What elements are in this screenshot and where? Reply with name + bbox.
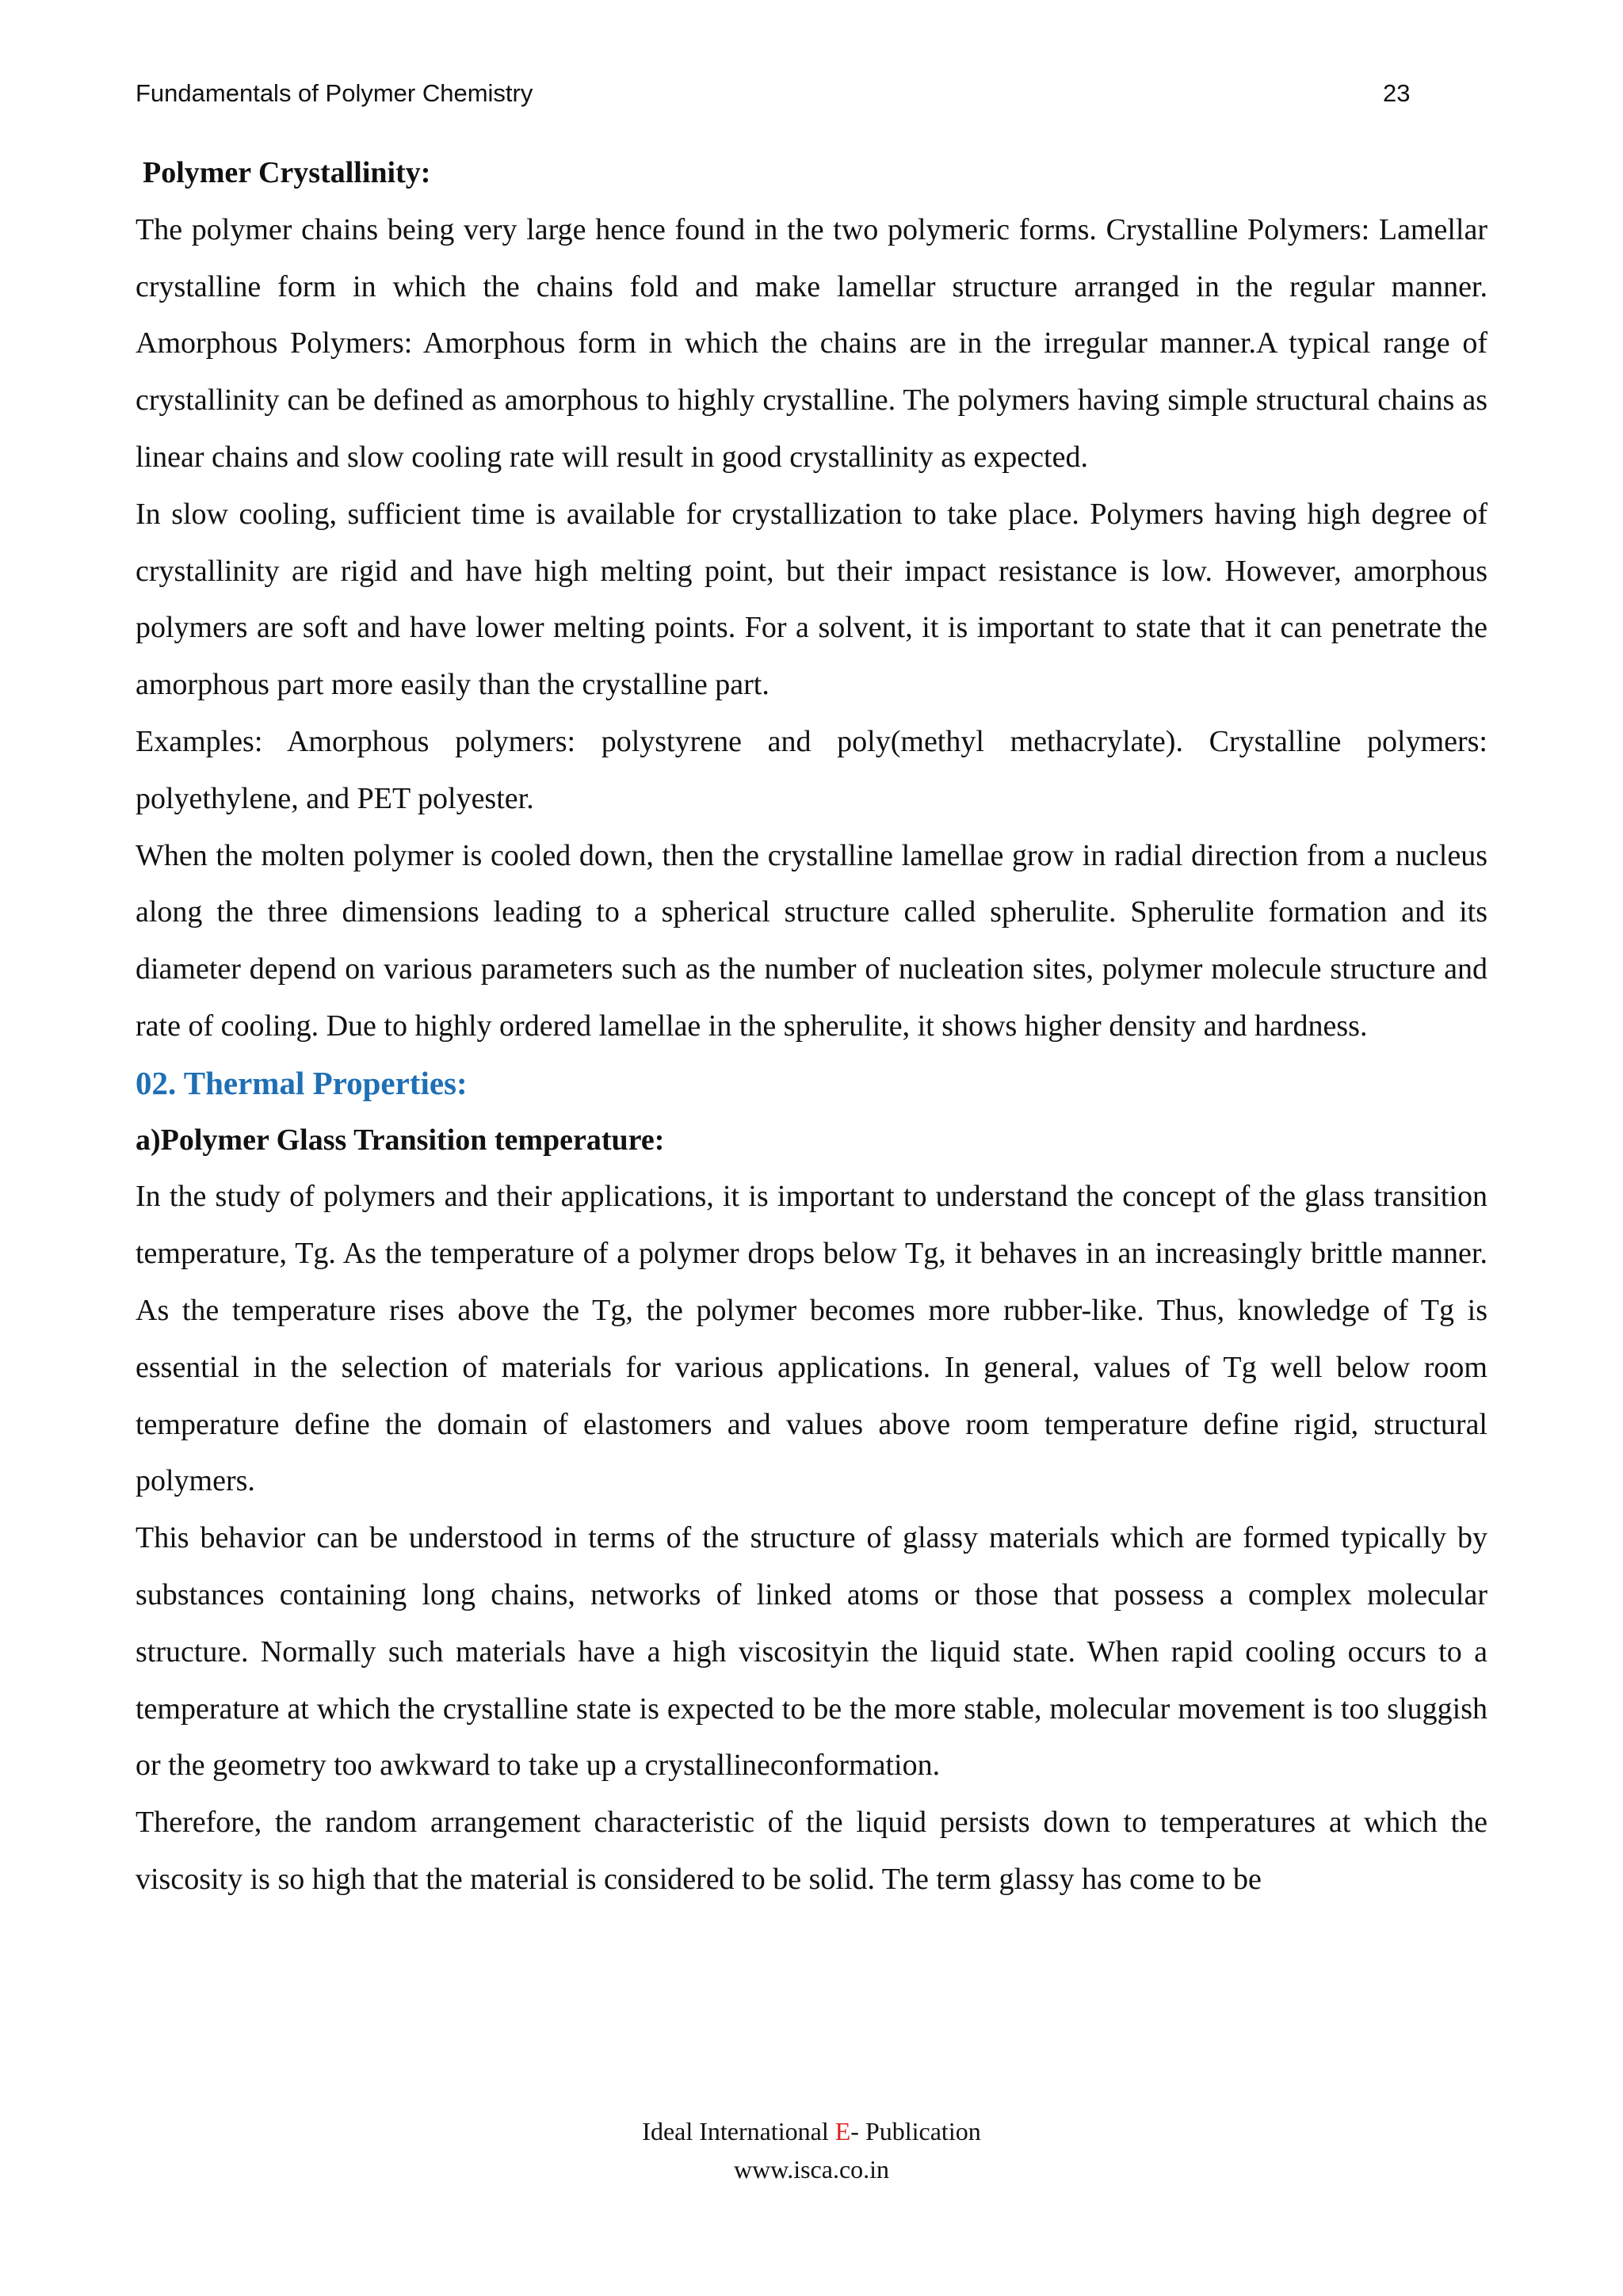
publisher-suffix: - Publication	[850, 2117, 981, 2145]
page-body	[136, 145, 1487, 1909]
paragraph: Examples: Amorphous polymers: polystyrene and poly(methyl methacrylate). Crystalline polymers: polyethylene, and PET polyester.	[136, 724, 1487, 815]
page-footer	[0, 2112, 1623, 2188]
section-heading-crystallinity: Polymer Crystallinity:	[143, 156, 431, 189]
book-title: Fundamentals of Polymer Chemistry	[136, 79, 533, 107]
paragraph: This behavior can be understood in terms of the structure of glassy materials which are formed typically by substances containing long chains, networks of linked atoms or those that possess a complex molecular structure. Normally such materials have a high viscosityin the liquid state. When rapid cooling occurs to a temperature at which the crystalline state is expected to be the more stable, molecular movement is too sluggish or the geometry too awkward to take up a crystallineconformation.	[136, 1521, 1487, 1783]
paragraph: When the molten polymer is cooled down, then the crystalline lamellae grow in radial direction from a nucleus along the three dimensions leading to a spherical structure called spherulite. Spherulite formation and its diameter depend on various parameters such as the number of nucleation sites, polymer molecule structure and rate of cooling. Due to highly ordered lamellae in the spherulite, it shows higher density and hardness.	[136, 838, 1487, 1043]
publisher-accent: E	[834, 2117, 851, 2145]
paragraph: The polymer chains being very large hence found in the two polymeric forms. Crystalline Polymers: Lamellar crystalline form in which the chains fold and make lamellar structure arranged in the regular manner. Amorphous Polymers: Amorphous form in which the chains are in the irregular manner.A typical range of crystallinity can be defined as amorphous to highly crystalline. The polymers having simple structural chains as linear chains and slow cooling rate will result in good crystallinity as expected.	[136, 212, 1487, 474]
paragraph: Therefore, the random arrangement characteristic of the liquid persists down to temperatures at which the viscosity is so high that the material is considered to be solid. The term glassy has come to be	[136, 1806, 1487, 1896]
section-heading-thermal: 02. Thermal Properties:	[136, 1064, 468, 1101]
page-number: 23	[1383, 79, 1411, 107]
website-link: www.isca.co.in	[733, 2155, 890, 2183]
subheading-glass-transition: a)Polymer Glass Transition temperature:	[136, 1123, 665, 1157]
running-header	[136, 79, 1487, 119]
publisher-line	[0, 2112, 1623, 2150]
paragraph: In slow cooling, sufficient time is available for crystallization to take place. Polymers having high degree of crystallinity are rigid and have high melting point, but their impact resistance is low. However, amorphous polymers are soft and have lower melting points. For a solvent, it is important to state that it can penetrate the amorphous part more easily than the crystalline part.	[136, 497, 1487, 702]
publisher-prefix: Ideal International	[642, 2117, 835, 2145]
paragraph: In the study of polymers and their applications, it is important to understand the concept of the glass transition temperature, Tg. As the temperature of a polymer drops below Tg, it behaves in an increasingly brittle manner. As the temperature rises above the Tg, the polymer becomes more rubber-like. Thus, knowledge of Tg is essential in the selection of materials for various applications. In general, values of Tg well below room temperature define the domain of elastomers and values above room temperature define rigid, structural polymers.	[136, 1180, 1487, 1498]
